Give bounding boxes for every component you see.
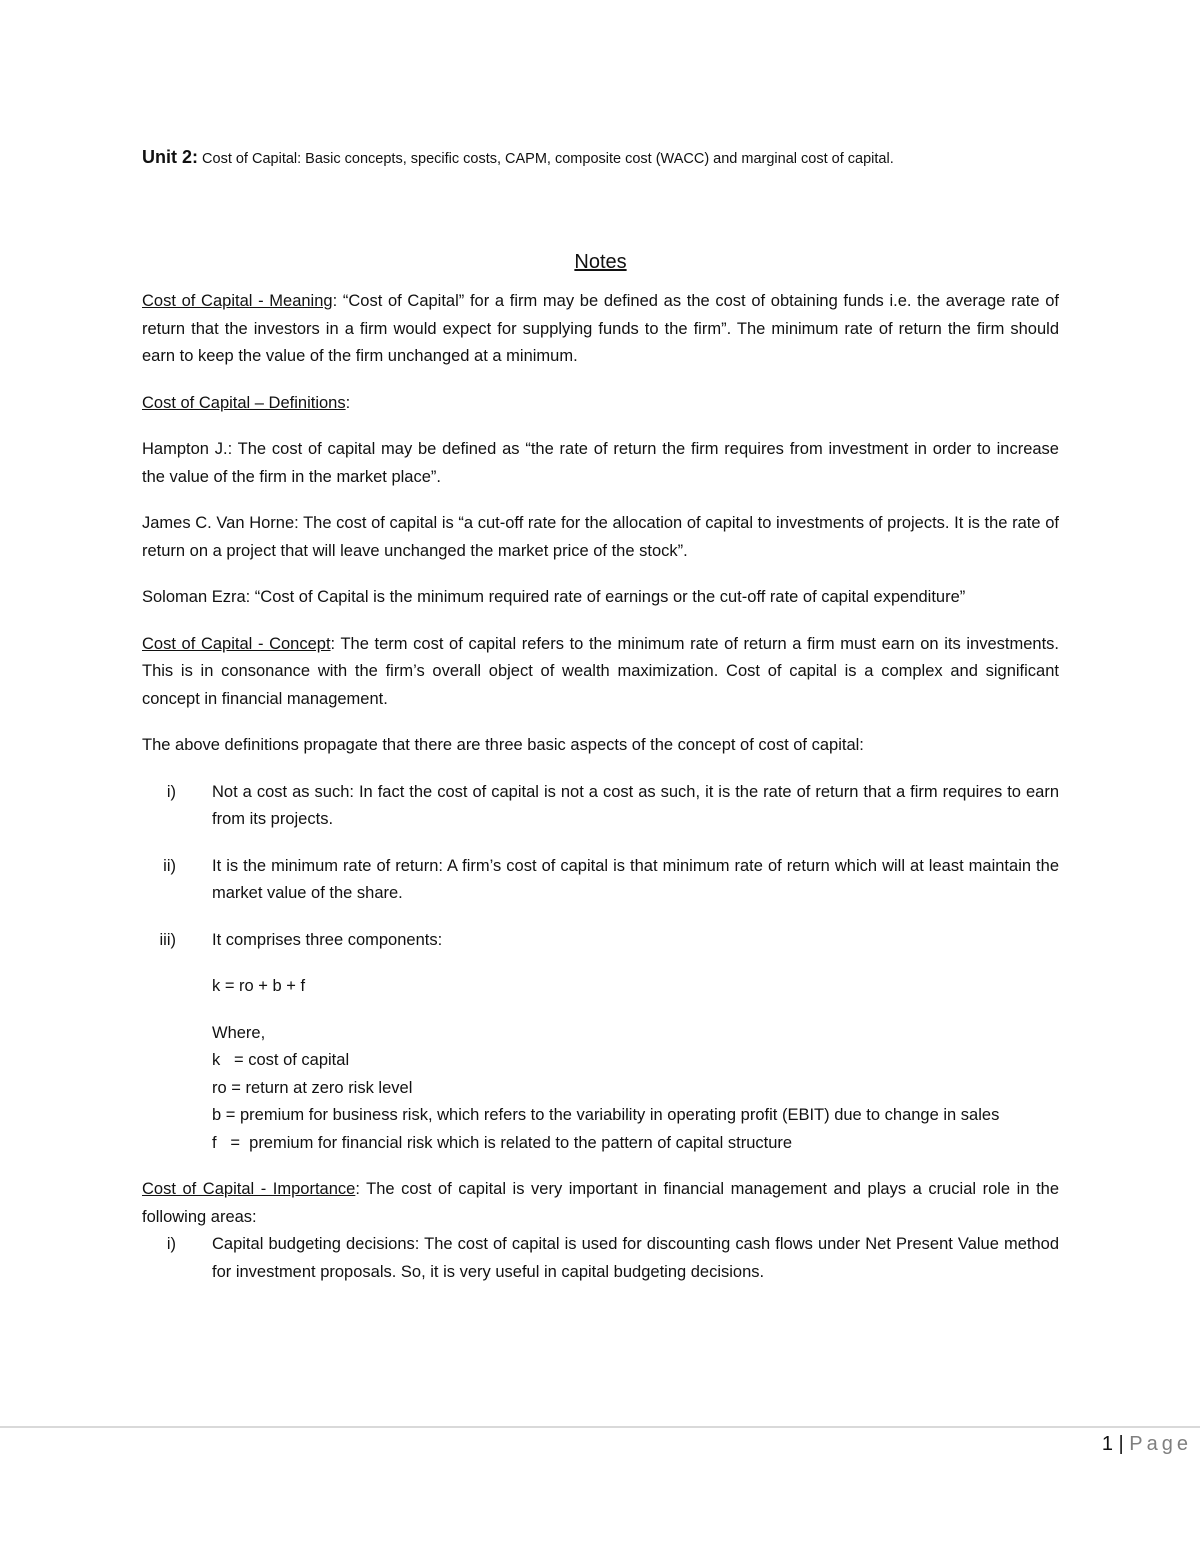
footer-divider <box>0 1426 1200 1428</box>
meaning-heading: Cost of Capital - Meaning <box>142 292 333 310</box>
formula-term: k = cost of capital <box>212 1051 350 1069</box>
cost-of-capital-formula: k = ro + b + f <box>212 977 306 995</box>
list-item-number: ii) <box>163 856 176 875</box>
unit-label: Unit 2: <box>142 147 198 167</box>
page-number: 1 <box>1101 1433 1113 1455</box>
definitions-heading: Cost of Capital – Definitions <box>142 393 346 412</box>
notes-title: Notes <box>574 251 627 273</box>
list-item-text: It comprises three components: <box>212 930 443 949</box>
definition-van-horne <box>142 510 1059 565</box>
definition-author: Soloman Ezra: <box>142 588 251 606</box>
list-item-number: i) <box>166 1235 176 1253</box>
where-label: Where, <box>212 1023 266 1042</box>
definition-hampton <box>142 436 1059 491</box>
concept-text: The term cost of capital refers to the minimum rate of return a firm must earn on its investments. This is in consonance with the firm’s overall object of wealth maximization. Cost of capital is a complex and significant concept in financial management. <box>142 634 1059 708</box>
definition-text: The cost of capital may be defined as “the rate of return the firm requires from investment in order to increase the value of the firm in the market place”. <box>142 440 1059 486</box>
aspects-list <box>142 779 1059 1158</box>
importance-heading: Cost of Capital - Importance <box>142 1180 356 1198</box>
list-item-text: Not a cost as such: In fact the cost of capital is not a cost as such, it is the rate of return that a firm requires to earn from its projects. <box>212 782 1059 828</box>
formula-term: ro = return at zero risk level <box>212 1078 413 1097</box>
concept-colon: : <box>330 634 336 653</box>
importance-text: The cost of capital is very important in financial management and plays a crucial role in the following areas: <box>142 1180 1060 1226</box>
page-number-footer <box>1102 1430 1192 1458</box>
list-item-number: iii) <box>159 930 176 949</box>
list-item <box>142 779 1059 834</box>
definition-text: The cost of capital is “a cut-off rate for the allocation of capital to investments of projects. It is the rate of return on a project that will leave unchanged the market price of the stock”. <box>142 514 1059 560</box>
page-separator: | <box>1112 1433 1130 1455</box>
list-item <box>142 853 1059 908</box>
aspects-intro: The above definitions propagate that there are three basic aspects of the concept of cost of capital: <box>142 736 864 754</box>
definitions-colon: : <box>345 393 351 412</box>
page-word: Page <box>1129 1433 1192 1455</box>
definition-ezra <box>142 584 1059 612</box>
list-item <box>142 927 1059 1158</box>
list-item-text: Capital budgeting decisions: The cost of capital is used for discounting cash flows under Net Present Value method for investment proposals. So, it is very useful in capital budgeting decisions. <box>212 1235 1059 1281</box>
unit-description: Cost of Capital: Basic concepts, specific costs, CAPM, composite cost (WACC) and marginal cost of capital. <box>198 151 894 167</box>
definition-text: “Cost of Capital is the minimum required rate of earnings or the cut-off rate of capital expenditure” <box>250 588 966 606</box>
definitions-heading-line <box>142 390 1059 418</box>
concept-heading: Cost of Capital - Concept <box>142 634 331 653</box>
page-content <box>142 144 1059 1305</box>
list-item-number: i) <box>166 782 176 801</box>
unit-heading <box>142 144 1059 172</box>
importance-list <box>142 1231 1059 1286</box>
definition-author: James C. Van Horne: <box>142 514 299 532</box>
definition-author: Hampton J.: <box>142 440 233 458</box>
importance-colon: : <box>355 1180 360 1198</box>
formula-term: f = premium for financial risk which is related to the pattern of capital structure <box>212 1133 793 1152</box>
meaning-paragraph <box>142 288 1059 371</box>
list-item <box>142 1231 1059 1286</box>
formula-term: b = premium for business risk, which refers to the variability in operating profit (EBIT) due to change in sales <box>212 1106 1000 1124</box>
concept-paragraph <box>142 631 1059 714</box>
list-item-text: It is the minimum rate of return: A firm’s cost of capital is that minimum rate of return which will at least maintain the market value of the share. <box>212 856 1059 902</box>
importance-paragraph <box>142 1176 1059 1231</box>
meaning-text: “Cost of Capital” for a firm may be defined as the cost of obtaining funds i.e. the average rate of return that the investors in a firm would expect for supplying funds to the firm”. The minimum rate of return the firm should earn to keep the value of the firm unchanged at a minimum. <box>142 292 1059 365</box>
meaning-colon: : <box>332 292 338 310</box>
